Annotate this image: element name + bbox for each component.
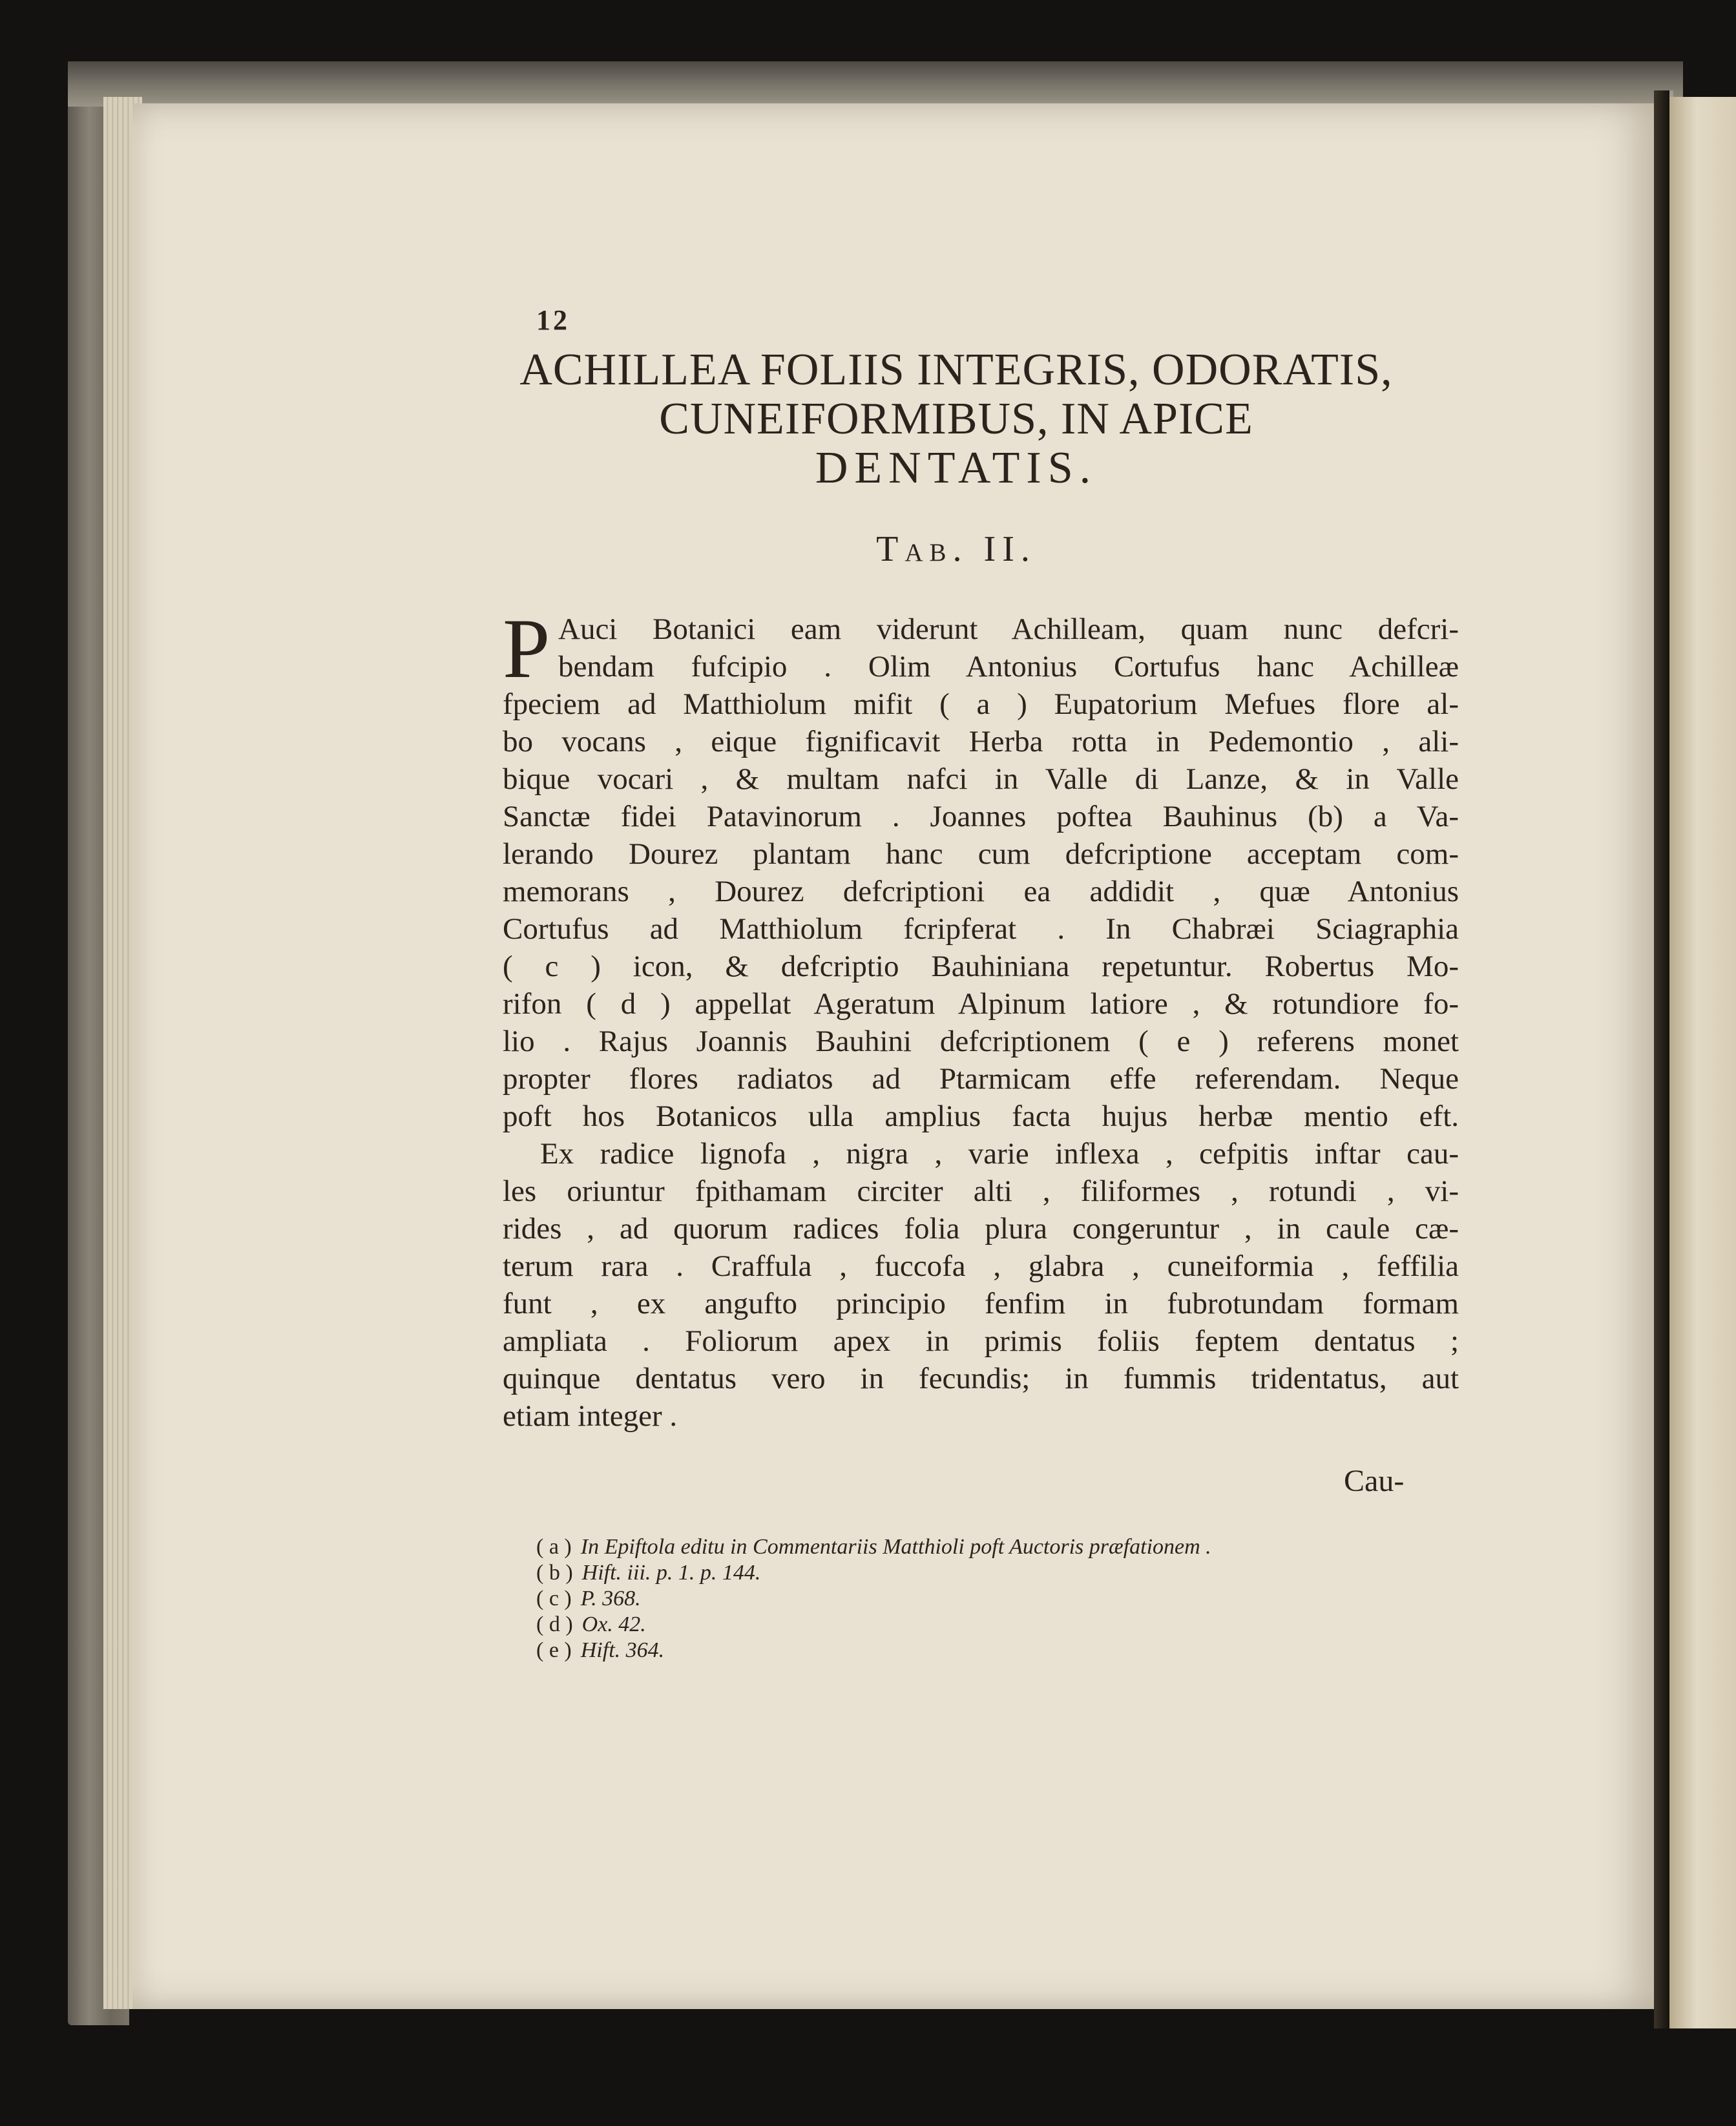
footnote <box>536 1638 1408 1663</box>
footnote <box>536 1586 1408 1612</box>
body-line: lerando Dourez plantam hanc cum defcriptione acceptam com- <box>503 837 1459 871</box>
page-title <box>472 346 1441 493</box>
book-top-board <box>68 61 1683 107</box>
footnote-mark: ( e ) <box>536 1638 572 1662</box>
body-line: Ex radice lignofa , nigra , varie inflexa , cefpitis inftar cau- <box>540 1137 1459 1171</box>
footnote <box>536 1534 1408 1560</box>
footnote-text: Hift. iii. p. 1. p. 144. <box>581 1561 761 1585</box>
body-line: rides , ad quorum radices folia plura congeruntur , in caule cæ- <box>503 1212 1459 1245</box>
facing-page-edge <box>1669 97 1736 2028</box>
page-number: 12 <box>536 304 570 336</box>
body-line: ( c ) icon, & defcriptio Bauhiniana repetuntur. Robertus Mo- <box>503 950 1459 983</box>
title-line-3: DENTATIS. <box>815 443 1098 493</box>
title-line-1: ACHILLEA FOLIIS INTEGRIS, ODORATIS, <box>519 345 1393 395</box>
body-line: memorans , Dourez defcriptioni ea addidit , quæ Antonius <box>503 875 1459 908</box>
body-line: lio . Rajus Joannis Bauhini defcriptionem ( e ) referens monet <box>503 1025 1459 1058</box>
title-line-2: CUNEIFORMIBUS, IN APICE <box>659 394 1253 444</box>
body-line: etiam integer . <box>503 1399 678 1433</box>
body-line: bendam fufcipio . Olim Antonius Cortufus hanc Achilleæ <box>558 650 1459 683</box>
footnote-text: P. 368. <box>580 1587 641 1610</box>
body-line: Cortufus ad Matthiolum fcripferat . In Chabræi Sciagraphia <box>503 912 1459 946</box>
body-line: bo vocans , eique fignificavit Herba rotta in Pedemontio , ali- <box>503 725 1459 758</box>
footnotes <box>536 1534 1408 1663</box>
body-line: terum rara . Craffula , fuccofa , glabra , cuneiformia , feffilia <box>503 1249 1459 1283</box>
body-line: quinque dentatus vero in fecundis; in fummis tridentatus, aut <box>503 1362 1459 1395</box>
footnote-text: In Epiftola editu in Commentariis Matthioli poft Auctoris præfationem . <box>580 1535 1211 1559</box>
footnote-mark: ( d ) <box>536 1612 573 1636</box>
body-line: Sanctæ fidei Patavinorum . Joannes poftea Bauhinus (b) a Va- <box>503 800 1459 833</box>
catchword: Cau- <box>1344 1464 1405 1498</box>
body-line: fpeciem ad Matthiolum mifit ( a ) Eupatorium Mefues flore al- <box>503 687 1459 721</box>
body-line: bique vocari , & multam nafci in Valle di Lanze, & in Valle <box>503 762 1459 796</box>
opening-lines <box>503 601 1459 696</box>
body-line: les oriuntur fpithamam circiter alti , filiformes , rotundi , vi- <box>503 1174 1459 1208</box>
book-gutter <box>1654 90 1669 2028</box>
body-line: funt , ex angufto principio fenfim in fubrotundam formam <box>503 1287 1459 1320</box>
drop-cap: P <box>503 601 550 696</box>
body-text <box>503 601 1459 1435</box>
body-line: Auci Botanici eam viderunt Achilleam, quam nunc defcri- <box>558 612 1459 646</box>
footnote <box>536 1560 1408 1586</box>
body-line: poft hos Botanicos ulla amplius facta hujus herbæ mentio eft. <box>503 1099 1459 1133</box>
plate-reference: Tab. II. <box>876 529 1036 569</box>
body-line: propter flores radiatos ad Ptarmicam effe referendam. Neque <box>503 1062 1459 1096</box>
footnote <box>536 1612 1408 1638</box>
body-line: ampliata . Foliorum apex in primis foliis feptem dentatus ; <box>503 1324 1459 1358</box>
footnote-mark: ( b ) <box>536 1561 573 1585</box>
body-line: rifon ( d ) appellat Ageratum Alpinum latiore , & rotundiore fo- <box>503 987 1459 1021</box>
footnote-mark: ( a ) <box>536 1535 572 1559</box>
footnote-text: Hift. 364. <box>580 1638 665 1662</box>
footnote-mark: ( c ) <box>536 1587 572 1610</box>
footnote-text: Ox. 42. <box>581 1612 646 1636</box>
